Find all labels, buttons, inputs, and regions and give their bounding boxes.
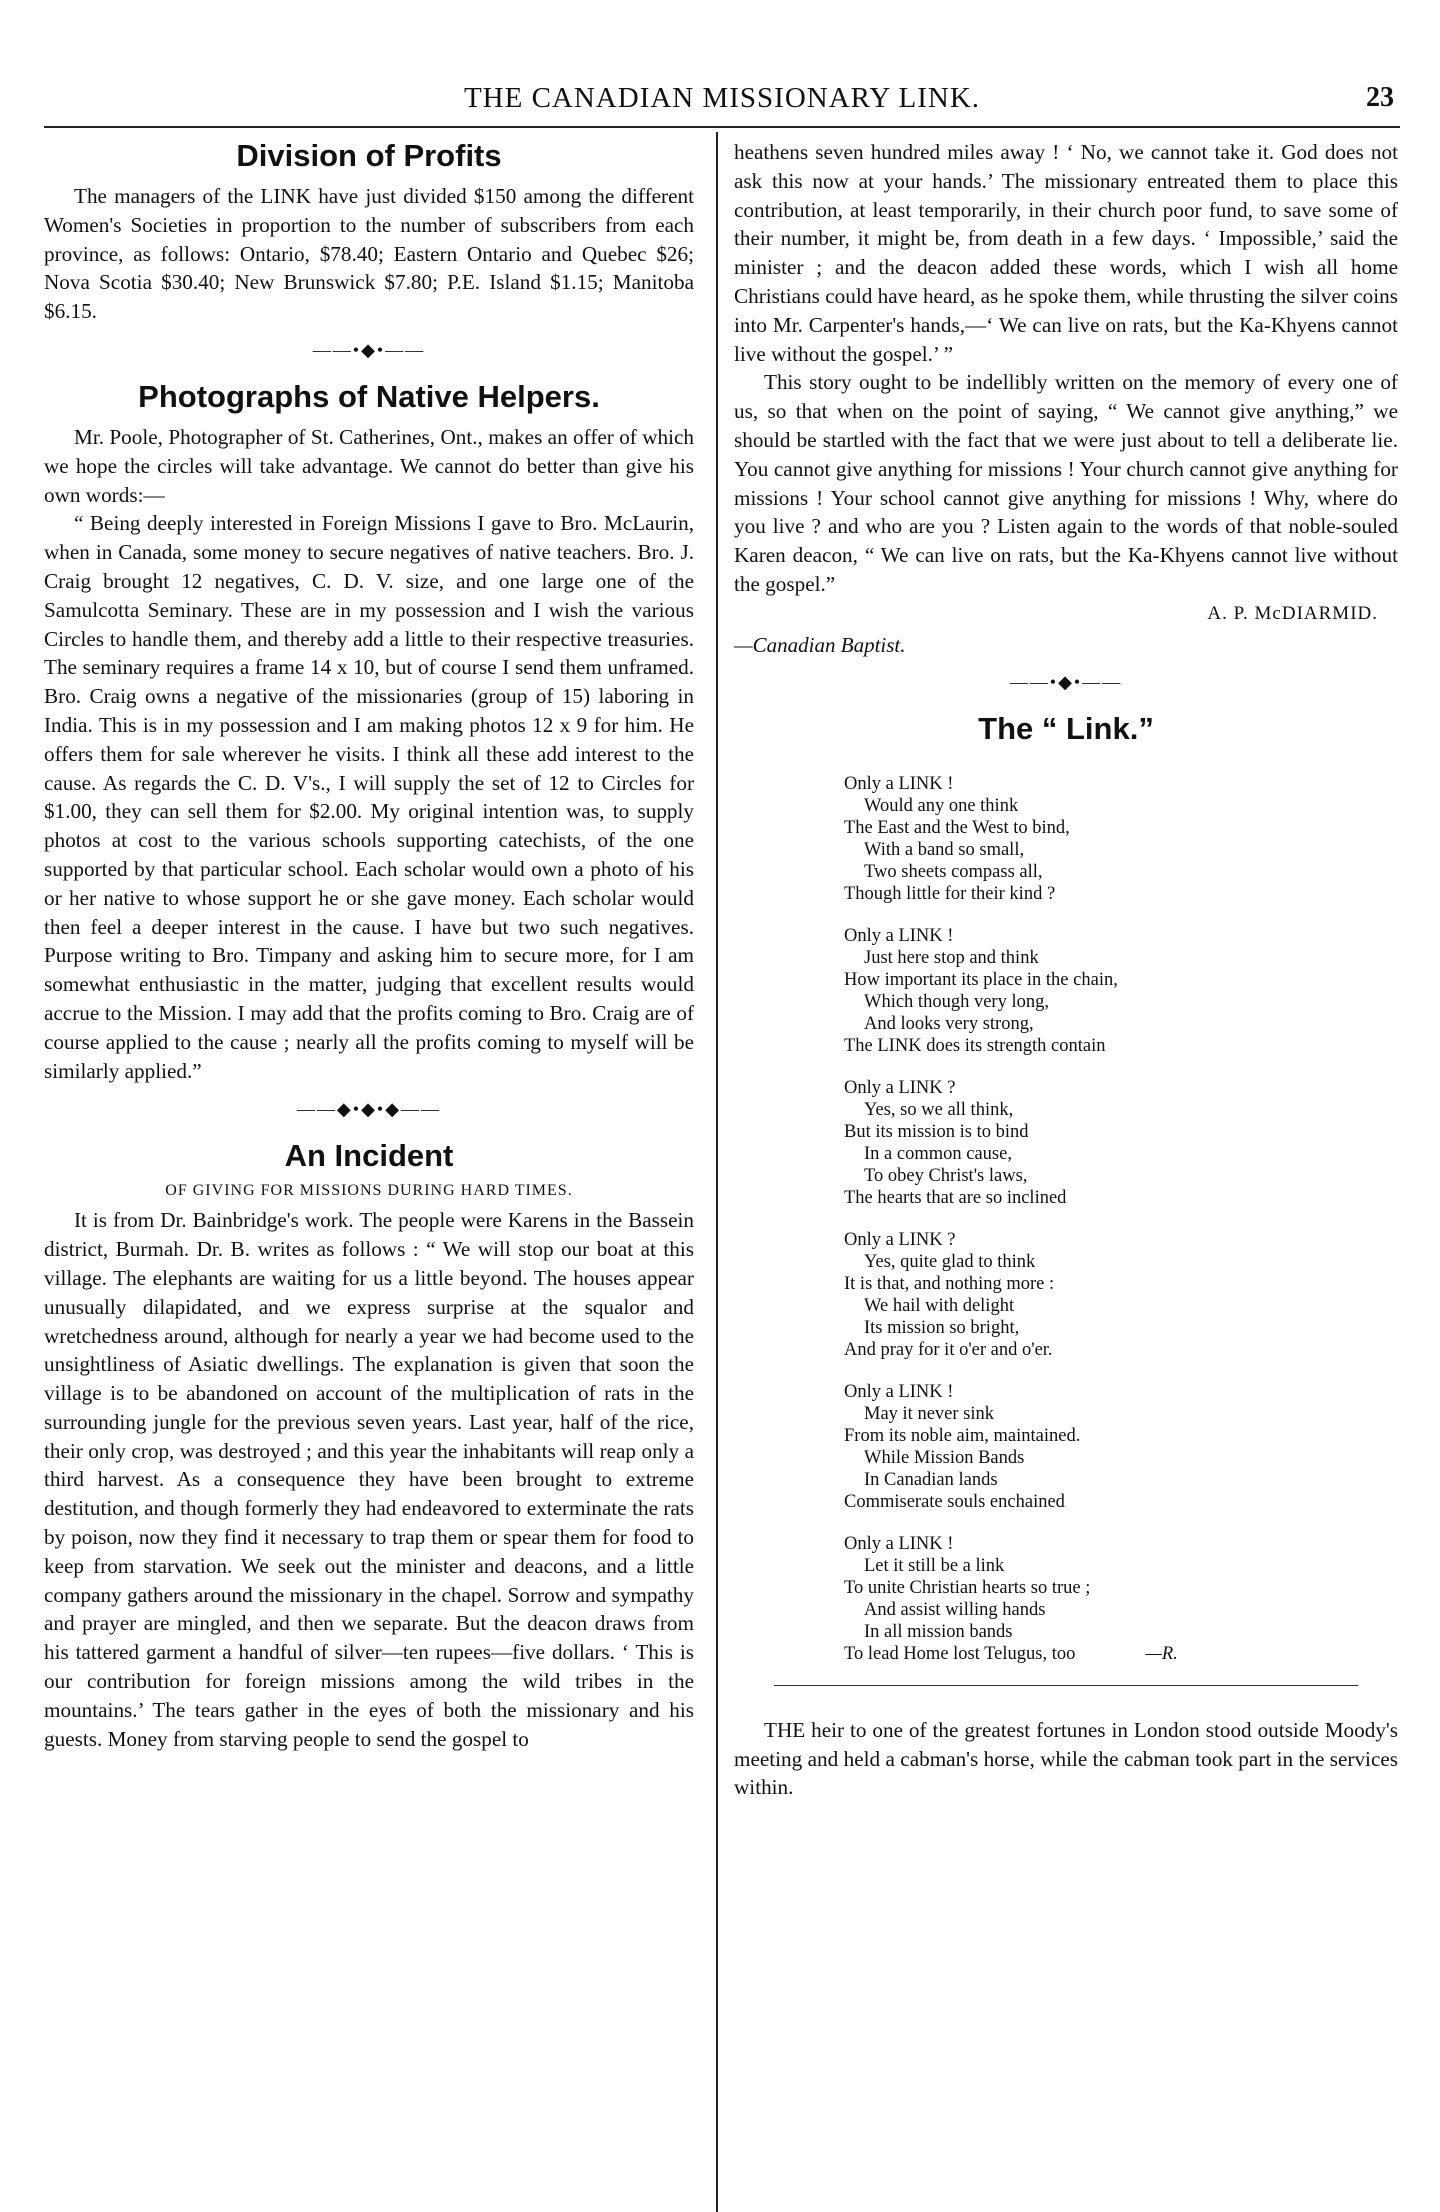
poem-line: It is that, and nothing more : bbox=[844, 1273, 1055, 1294]
poem-line: From its noble aim, maintained. bbox=[844, 1425, 1081, 1446]
poem-line: Only a LINK ? bbox=[844, 1077, 956, 1098]
poem-line: Which though very long, bbox=[864, 991, 1049, 1012]
poem-line: In Canadian lands bbox=[864, 1469, 998, 1490]
poem-body bbox=[844, 773, 1398, 1665]
poem-line: The LINK does its strength contain bbox=[844, 1035, 1106, 1056]
photographs-intro: Mr. Poole, Photographer of St. Catherines, Ont., makes an offer of which we hope the circles will take advantage. We cannot do better than give his own words:— bbox=[44, 424, 694, 507]
incident-subheading: OF GIVING FOR MISSIONS DURING HARD TIMES. bbox=[165, 1182, 573, 1200]
newspaper-page bbox=[44, 78, 1400, 2158]
photographs-quote: “ Being deeply interested in Foreign Missions I gave to Bro. McLaurin, when in Canada, some money to secure negatives of native teachers. Bro. J. Craig brought 12 negatives, C. D. V. size, and one large one of the Samulcotta Seminary. These are in my possession and I wish the various Circles to handle them, and thereby add a little to their respective treasuries. The seminary requires a frame 14 x 10, but of course I send them unframed. Bro. Craig owns a negative of the missionaries (group of 15) laboring in India. This is in my possession and I am making photos 12 x 9 for him. He offers them for sale wherever he visits. I think all these add interest to the cause. As regards the C. D. V's., I will supply the set of 12 to Circles for $1.00, they can sell them for $2.00. My original intention was, to supply photos at cost to the various schools supporting catechists, of the one supported by that particular school. Each scholar would own a photo of his or her native to whose support he or she gave money. Each scholar would then feel a deeper interest in the cause. I have but two such negatives. Purpose writing to Bro. Timpany and asking him to secure more, for I am somewhat enthusiastic in the matter, judging that excellent results would accrue to the Mission. I may add that the profits coming to Bro. Craig are of course applied to the cause ; nearly all the profits coming to myself will be similarly applied.” bbox=[44, 511, 694, 1083]
poem-line: Only a LINK ! bbox=[844, 925, 954, 946]
separator-ornament: ——◆•◆•◆—— bbox=[296, 1099, 442, 1120]
poem-line: The hearts that are so inclined bbox=[844, 1187, 1067, 1208]
poem-line: May it never sink bbox=[864, 1403, 994, 1424]
divider-rule bbox=[774, 1685, 1358, 1686]
poem-line: Only a LINK ! bbox=[844, 773, 954, 794]
poem-line: To lead Home lost Telugus, too —R. bbox=[844, 1643, 1178, 1664]
poem-line: Two sheets compass all, bbox=[864, 861, 1043, 882]
poem-line: Would any one think bbox=[864, 795, 1019, 816]
poem-stanza bbox=[844, 1077, 1398, 1209]
poem-line: Though little for their kind ? bbox=[844, 883, 1056, 904]
photographs-article bbox=[44, 379, 694, 1085]
poem-stanza bbox=[844, 1229, 1398, 1361]
poem-line: Its mission so bright, bbox=[864, 1317, 1020, 1338]
poem-line: And assist willing hands bbox=[864, 1599, 1046, 1620]
author-signature: A. P. McDIARMID. bbox=[1207, 602, 1378, 624]
poem-line: Let it still be a link bbox=[864, 1555, 1005, 1576]
incident-article bbox=[44, 1138, 694, 1753]
incident-body: It is from Dr. Bainbridge's work. The people were Karens in the Bassein district, Burmah. Dr. B. writes as follows : “ We will stop our boat at this village. The elephants are waiting for us a little beyond. The houses appear unusually dilapidated, and we express surprise at the squalor and wretchedness around, although for nearly a year we had become used to the unsightliness of Asiatic dwellings. The explanation is given that soon the village is to be abandoned on account of the multiplication of rats in the surrounding jungle for the previous seven years. Last year, half of the rice, their only crop, was destroyed ; and this year the inhabitants will reap only a third harvest. As a consequence they have been brought to extreme destitution, and though formerly they had endeavored to exterminate the rats by poison, now they find it necessary to trap them or spear them for food to keep from starvation. We seek out the minister and deacons, and a little company gathers around the missionary in the chapel. Sorrow and sympathy and prayer are mingled, and then we separate. But the deacon draws from his tattered garment a handful of silver—ten rupees—five dollars. ‘ This is our contribution for foreign missions among the wild tribes in the mountains.’ The tears gather in the eyes of both the missionary and his guests. Money from starving people to send the gospel to bbox=[44, 1208, 694, 1751]
poem-line: In a common cause, bbox=[864, 1143, 1012, 1164]
poem-heading: The “ Link.” bbox=[978, 710, 1154, 746]
poem-line: Just here stop and think bbox=[864, 947, 1039, 968]
separator-ornament: ——•◆•—— bbox=[312, 339, 426, 360]
masthead-title: THE CANADIAN MISSIONARY LINK. bbox=[463, 82, 981, 114]
column-divider bbox=[716, 132, 718, 2212]
right-column bbox=[734, 138, 1398, 1802]
poem-line: Only a LINK ! bbox=[844, 1533, 954, 1554]
poem-line: And looks very strong, bbox=[864, 1013, 1034, 1034]
incident-moral: This story ought to be indellibly written on the memory of every one of us, so that when on the point of saying, “ We cannot give anything,” we should be startled with the fact that we were just about to tell a deliberate lie. You cannot give anything for missions ! Your church cannot give anything for missions ! Your school cannot give anything for missions ! Why, where do you live ? and who are you ? Listen again to the words of that noble-souled Karen deacon, “ We can live on rats, but the Ka-Khyens cannot live without the gospel.” bbox=[734, 370, 1398, 596]
source-credit: —Canadian Baptist. bbox=[734, 632, 906, 657]
poem-line: To unite Christian hearts so true ; bbox=[844, 1577, 1091, 1598]
poem-stanza bbox=[844, 773, 1398, 905]
division-body: The managers of the LINK have just divided $150 among the different Women's Societies in proportion to the number of subscribers from each province, as follows: Ontario, $78.40; Eastern Ontario and Quebec $26; Nova Scotia $30.40; New Brunswick $7.80; P.E. Island $1.15; Manitoba $6.15. bbox=[44, 184, 694, 324]
poem-line: How important its place in the chain, bbox=[844, 969, 1118, 990]
poem-line: Yes, quite glad to think bbox=[864, 1251, 1036, 1272]
incident-heading: An Incident bbox=[284, 1138, 454, 1174]
poem-line: While Mission Bands bbox=[864, 1447, 1025, 1468]
page-header bbox=[44, 78, 1400, 128]
poem-line: In all mission bands bbox=[864, 1621, 1013, 1642]
poem-stanza bbox=[844, 925, 1398, 1057]
poem-author: —R. bbox=[1145, 1643, 1178, 1664]
poem-line: To obey Christ's laws, bbox=[864, 1165, 1028, 1186]
left-column bbox=[44, 138, 694, 1753]
poem bbox=[734, 711, 1398, 1665]
poem-line: Yes, so we all think, bbox=[864, 1099, 1014, 1120]
poem-line: And pray for it o'er and o'er. bbox=[844, 1339, 1053, 1360]
closing-anecdote: THE heir to one of the greatest fortunes in London stood outside Moody's meeting and held a cabman's horse, while the cabman took part in the services within. bbox=[734, 1717, 1398, 1800]
poem-stanza bbox=[844, 1533, 1398, 1665]
division-of-profits-article bbox=[44, 138, 694, 326]
poem-line: But its mission is to bind bbox=[844, 1121, 1029, 1142]
incident-continuation: heathens seven hundred miles away ! ‘ No, we cannot take it. God does not ask this now at your hands.’ The missionary entreated them to place this contribution, at least temporarily, in their church poor fund, to save some of their number, it might be, from death in a few days. ‘ Impossible,’ said the minister ; and the deacon added these words, which I wish all home Christians could have heard, as he spoke them, while thrusting the silver coins into Mr. Carpenter's hands,—‘ We can live on rats, but the Ka-Khyens cannot live without the gospel.’ ” bbox=[734, 140, 1398, 366]
poem-stanza bbox=[844, 1381, 1398, 1513]
poem-line: Only a LINK ! bbox=[844, 1381, 954, 1402]
poem-line: We hail with delight bbox=[864, 1295, 1015, 1316]
poem-line: Only a LINK ? bbox=[844, 1229, 956, 1250]
photographs-heading: Photographs of Native Helpers. bbox=[138, 378, 600, 414]
page-number: 23 bbox=[1366, 82, 1394, 113]
poem-line: Commiserate souls enchained bbox=[844, 1491, 1065, 1512]
poem-line: The East and the West to bind, bbox=[844, 817, 1070, 838]
separator-ornament: ——•◆•—— bbox=[1009, 671, 1123, 692]
division-heading: Division of Profits bbox=[236, 138, 502, 173]
poem-line: With a band so small, bbox=[864, 839, 1025, 860]
